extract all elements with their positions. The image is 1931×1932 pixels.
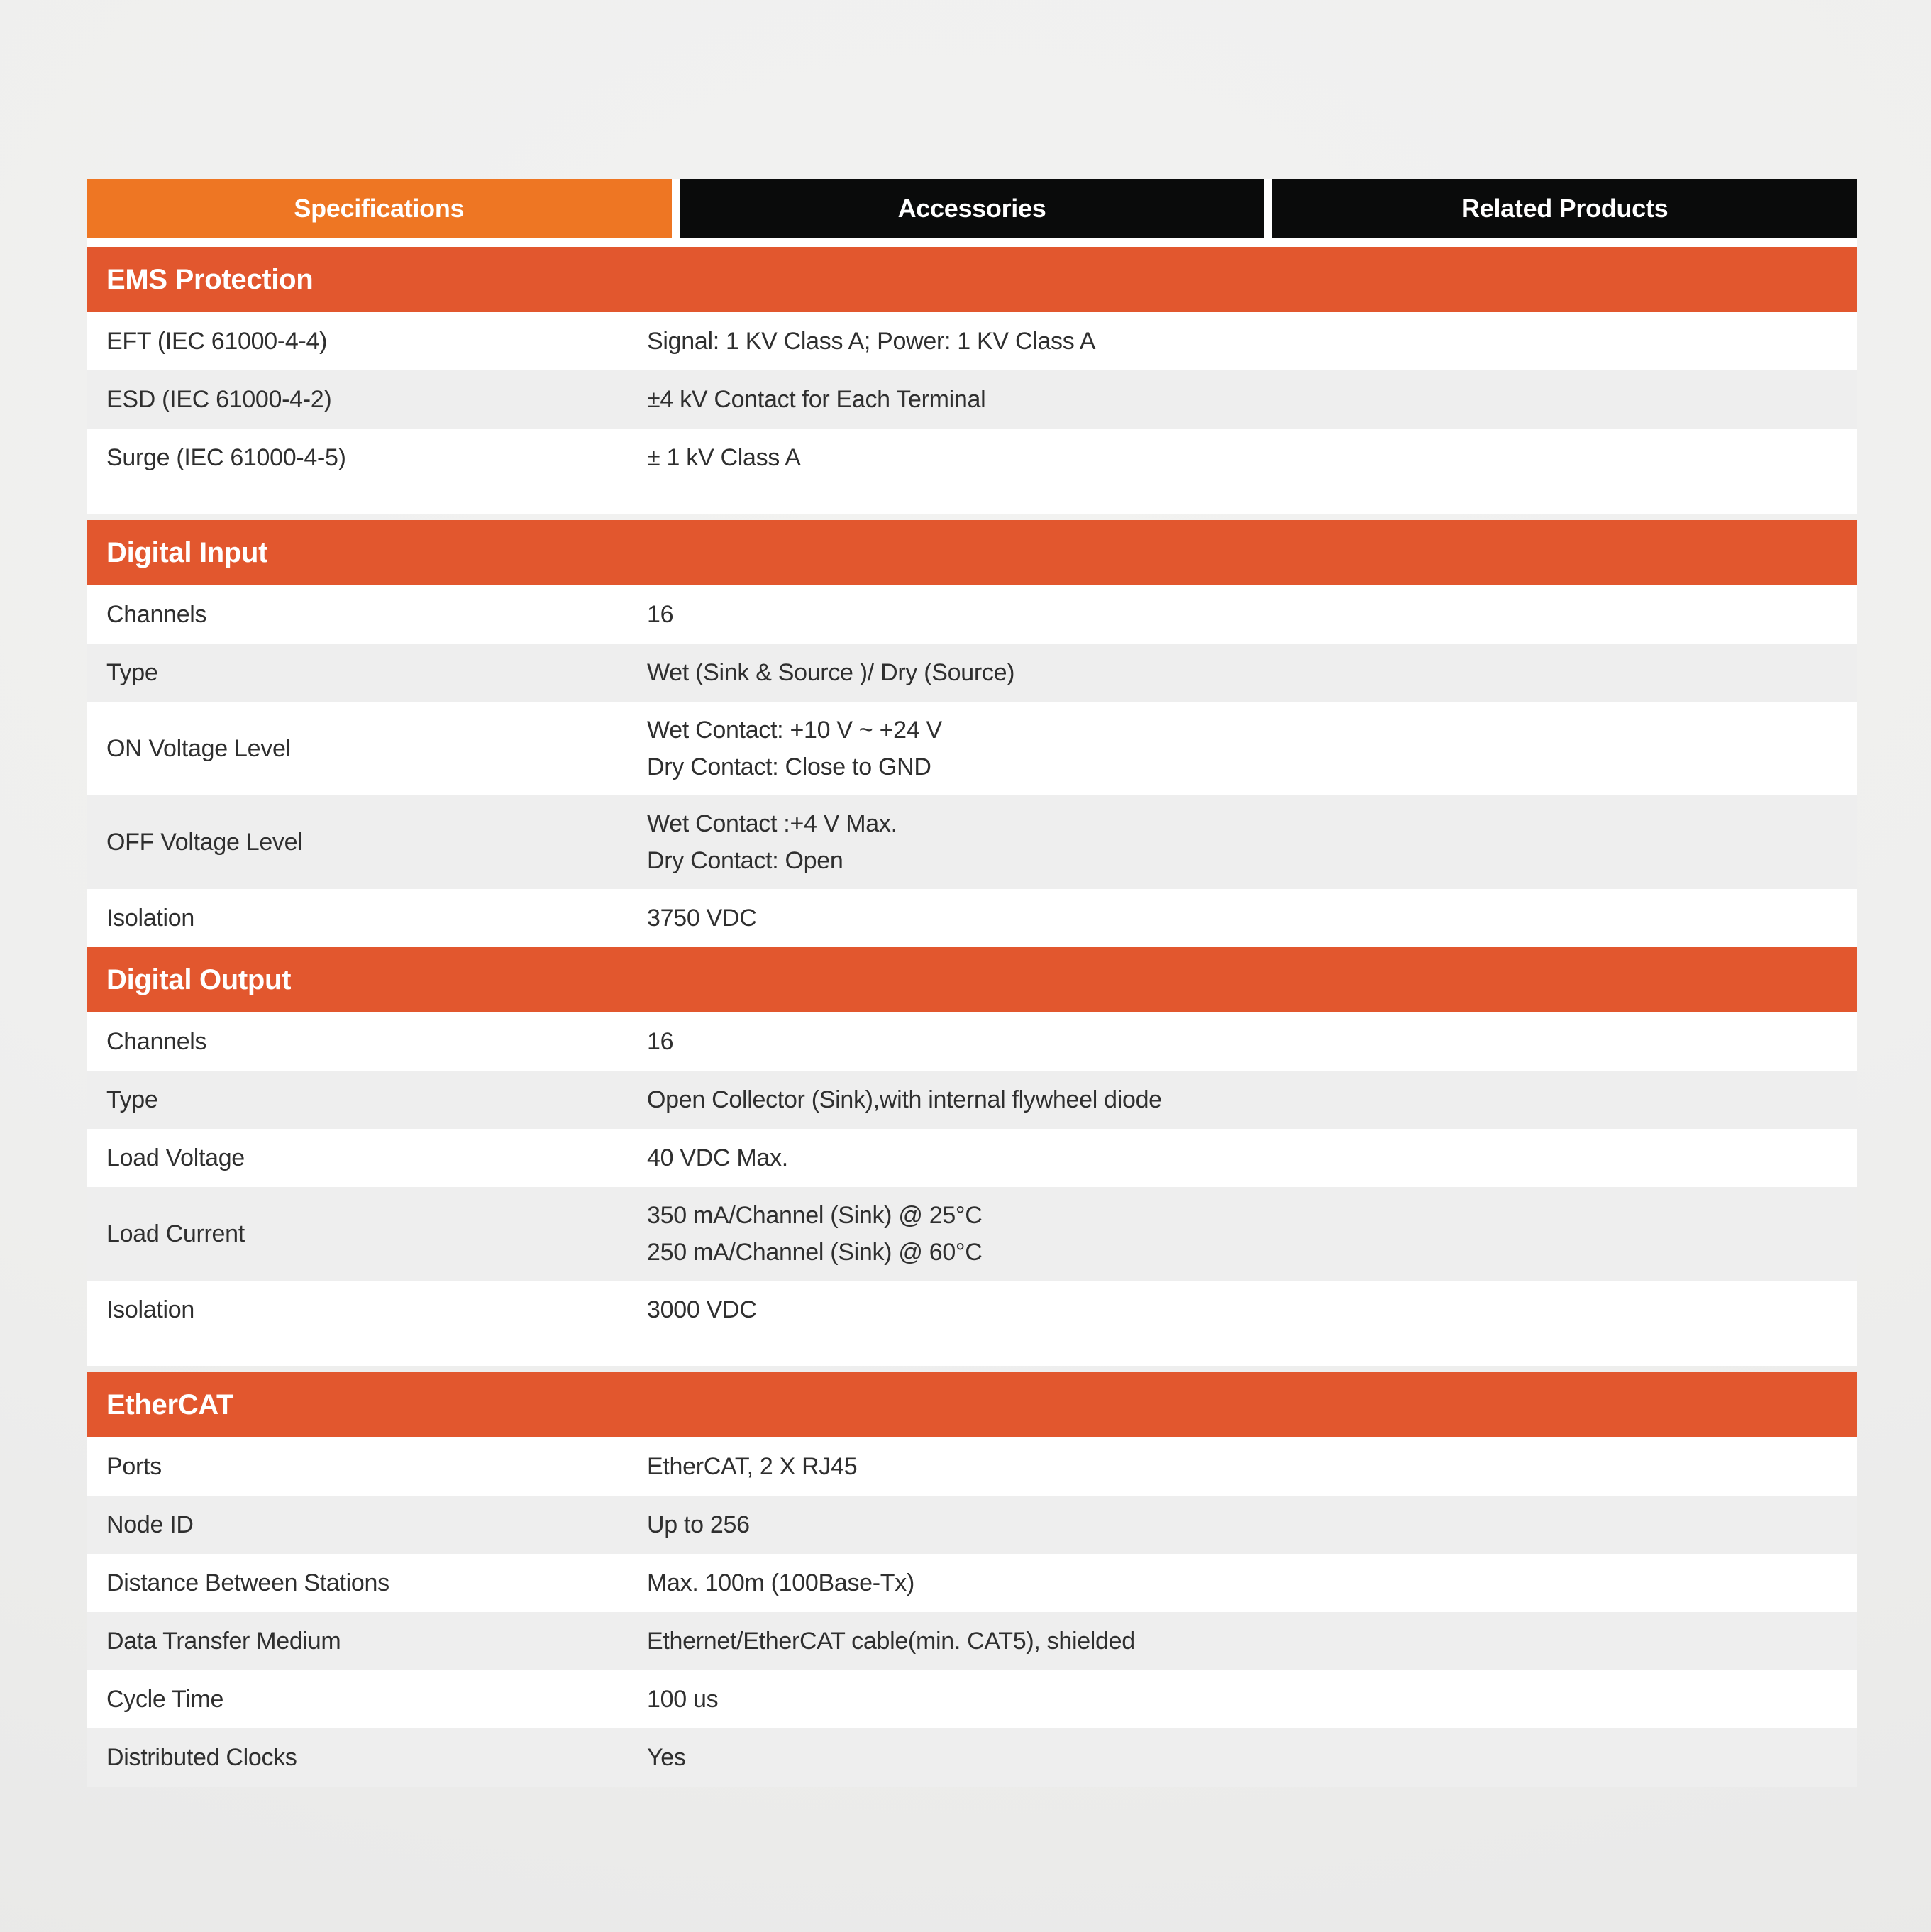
spec-row-load-current	[87, 1187, 1857, 1281]
spec-value-line: Wet (Sink & Source )/ Dry (Source)	[647, 659, 1015, 686]
spec-row-on-voltage-level	[87, 702, 1857, 795]
section-ethercat	[87, 1372, 1857, 1787]
spec-row-distributed-clocks	[87, 1728, 1857, 1787]
spec-value-line: 3000 VDC	[647, 1296, 757, 1323]
spec-row-channels	[87, 585, 1857, 644]
spec-value	[647, 429, 1857, 487]
spec-label: Type	[106, 1086, 158, 1113]
spec-value-line: 16	[647, 601, 674, 628]
tab-accessories[interactable]: Accessories	[680, 179, 1265, 238]
spec-value	[647, 1129, 1857, 1187]
spec-sections	[87, 247, 1857, 1787]
spec-value	[647, 1012, 1857, 1071]
spec-value	[647, 312, 1857, 370]
tab-related-products[interactable]: Related Products	[1272, 179, 1857, 238]
spec-label: Data Transfer Medium	[106, 1627, 341, 1655]
spec-label: Isolation	[106, 1296, 194, 1323]
spec-value	[647, 585, 1857, 644]
spec-label: Channels	[106, 1027, 207, 1055]
spec-value	[647, 1187, 1857, 1281]
spec-value-line: Yes	[647, 1744, 686, 1771]
spec-value	[647, 1071, 1857, 1129]
spec-label: Load Voltage	[106, 1144, 245, 1171]
section-digital-output	[87, 947, 1857, 1366]
spec-value-line: Up to 256	[647, 1511, 750, 1538]
spec-value	[647, 1612, 1857, 1670]
spec-value-line: 250 mA/Channel (Sink) @ 60°C	[647, 1239, 983, 1266]
spec-value	[647, 370, 1857, 429]
section-bottom-padding	[87, 1339, 1857, 1366]
spec-row-isolation	[87, 889, 1857, 947]
spec-value-line: Wet Contact :+4 V Max.	[647, 810, 897, 837]
spec-row-type	[87, 1071, 1857, 1129]
spec-value-line: 16	[647, 1028, 674, 1055]
spec-value-line: Open Collector (Sink),with internal flywheel diode	[647, 1086, 1162, 1113]
spec-row-cycle-time	[87, 1670, 1857, 1728]
spec-label: ON Voltage Level	[106, 734, 291, 762]
spec-row-off-voltage-level	[87, 795, 1857, 889]
spec-value-line: Ethernet/EtherCAT cable(min. CAT5), shielded	[647, 1628, 1135, 1655]
spec-value	[647, 702, 1857, 795]
spec-value-line: Dry Contact: Open	[647, 847, 843, 874]
spec-row-node-id	[87, 1496, 1857, 1554]
spec-row-surge-iec-61000-4-5	[87, 429, 1857, 487]
spec-row-channels	[87, 1012, 1857, 1071]
spec-value-line: EtherCAT, 2 X RJ45	[647, 1453, 858, 1480]
spec-label: Channels	[106, 600, 207, 628]
spec-value-line: 3750 VDC	[647, 905, 757, 932]
spec-value	[647, 1496, 1857, 1554]
section-bottom-padding	[87, 487, 1857, 514]
spec-row-load-voltage	[87, 1129, 1857, 1187]
spec-label: Surge (IEC 61000-4-5)	[106, 443, 346, 471]
section-ems-protection	[87, 247, 1857, 514]
spec-value	[647, 1437, 1857, 1496]
section-header-digital-output: Digital Output	[87, 947, 1857, 1012]
spec-row-type	[87, 644, 1857, 702]
spec-label: EFT (IEC 61000-4-4)	[106, 327, 328, 355]
spec-value-line: Wet Contact: +10 V ~ +24 V	[647, 717, 942, 744]
spec-row-eft-iec-61000-4-4	[87, 312, 1857, 370]
spec-label: Ports	[106, 1452, 162, 1480]
spec-label: Cycle Time	[106, 1685, 224, 1713]
tab-bar	[87, 179, 1857, 247]
spec-value-line: 40 VDC Max.	[647, 1144, 788, 1171]
spec-row-distance-between-stations	[87, 1554, 1857, 1612]
spec-label: Load Current	[106, 1220, 245, 1247]
section-header-ethercat: EtherCAT	[87, 1372, 1857, 1437]
spec-value	[647, 1281, 1857, 1339]
tab-specifications[interactable]: Specifications	[87, 179, 672, 238]
spec-label: Distance Between Stations	[106, 1569, 389, 1596]
spec-label: Isolation	[106, 904, 194, 932]
spec-value	[647, 1670, 1857, 1728]
spec-value-line: ± 1 kV Class A	[647, 444, 801, 471]
spec-label: Type	[106, 658, 158, 686]
spec-value-line: 100 us	[647, 1686, 719, 1713]
spec-value-line: Dry Contact: Close to GND	[647, 754, 931, 780]
spec-value	[647, 1554, 1857, 1612]
spec-row-ports	[87, 1437, 1857, 1496]
section-digital-input	[87, 520, 1857, 947]
spec-value	[647, 795, 1857, 889]
spec-panel	[87, 179, 1857, 1787]
spec-value-line: ±4 kV Contact for Each Terminal	[647, 386, 986, 413]
spec-value	[647, 644, 1857, 702]
spec-label: Node ID	[106, 1511, 194, 1538]
spec-row-esd-iec-61000-4-2	[87, 370, 1857, 429]
spec-row-data-transfer-medium	[87, 1612, 1857, 1670]
spec-label: OFF Voltage Level	[106, 828, 303, 856]
spec-value	[647, 889, 1857, 947]
spec-value-line: Max. 100m (100Base-Tx)	[647, 1569, 914, 1596]
section-header-digital-input: Digital Input	[87, 520, 1857, 585]
spec-value	[647, 1728, 1857, 1787]
spec-row-isolation	[87, 1281, 1857, 1339]
spec-value-line: 350 mA/Channel (Sink) @ 25°C	[647, 1202, 983, 1229]
spec-label: Distributed Clocks	[106, 1743, 297, 1771]
spec-value-line: Signal: 1 KV Class A; Power: 1 KV Class A	[647, 328, 1096, 355]
spec-label: ESD (IEC 61000-4-2)	[106, 385, 332, 413]
section-header-ems-protection: EMS Protection	[87, 247, 1857, 312]
